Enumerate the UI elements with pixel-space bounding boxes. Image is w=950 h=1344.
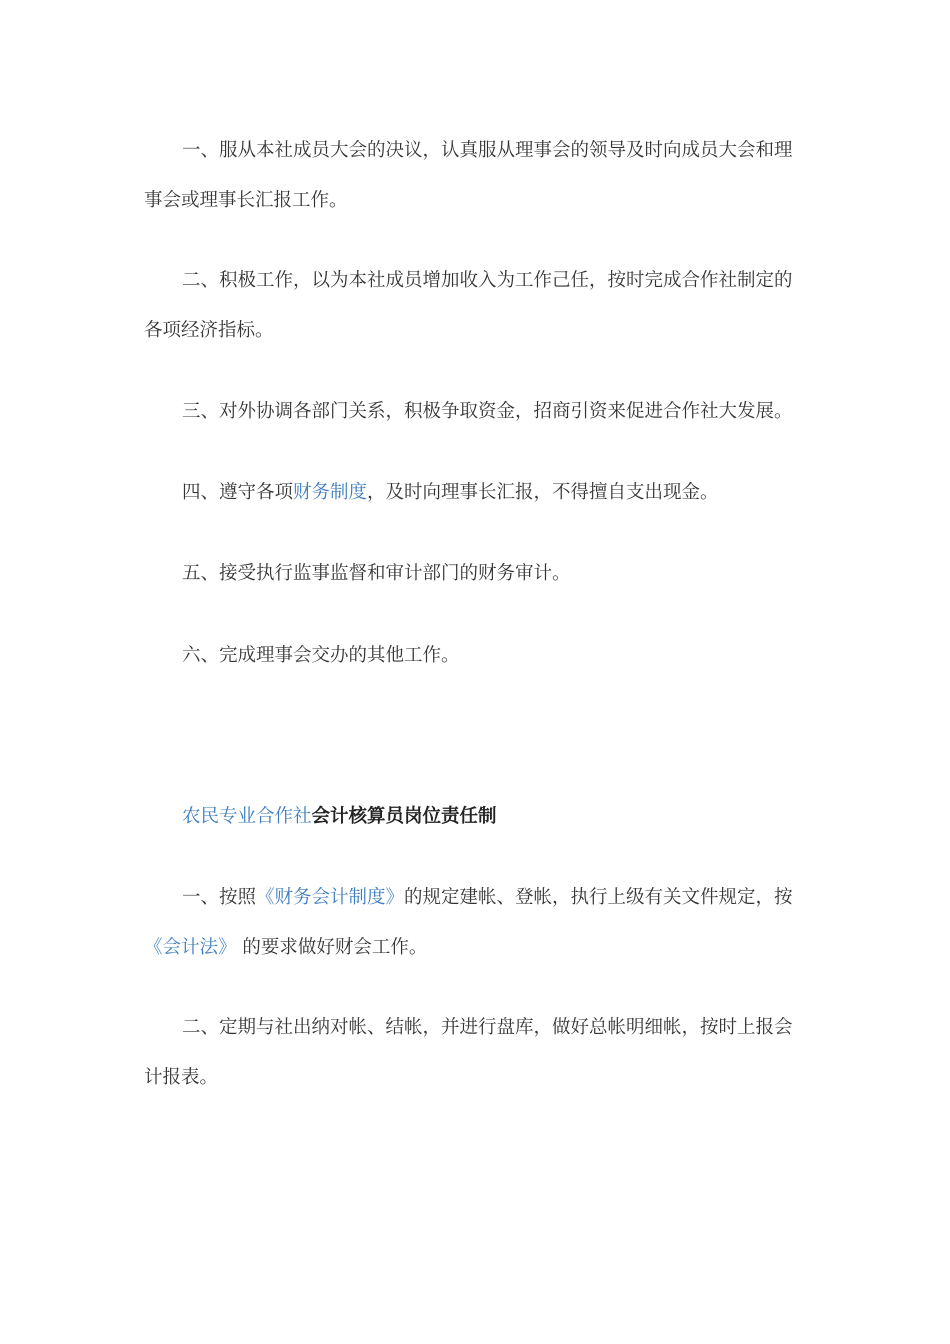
accountant-item-1-prefix: 一、按照 xyxy=(182,887,257,908)
accounting-law-link[interactable]: 《会计法》 xyxy=(144,937,237,958)
accountant-item-1-middle: 的规定建帐、登帐，执行上级有关文件规定，按 xyxy=(404,887,793,908)
duty-item-3: 三、对外协调各部门关系，积极争取资金，招商引资来促进合作社大发展。 xyxy=(182,401,793,422)
duty-item-4 xyxy=(144,468,808,518)
cooperative-link[interactable]: 农民专业合作社 xyxy=(182,806,312,827)
financial-system-link[interactable]: 财务制度 xyxy=(293,482,368,503)
accountant-item-1 xyxy=(144,873,808,973)
section-heading-title: 会计核算员岗位责任制 xyxy=(311,806,497,827)
section-heading xyxy=(144,792,808,842)
financial-accounting-system-link[interactable]: 《财务会计制度》 xyxy=(256,887,405,908)
duty-item-2: 二、积极工作，以为本社成员增加收入为工作己任，按时完成合作社制定的各项经济指标。 xyxy=(144,270,793,341)
accountant-item-1-suffix: 的要求做好财会工作。 xyxy=(236,937,428,958)
duty-item-1: 一、服从本社成员大会的决议，认真服从理事会的领导及时向成员大会和理事会或理事长汇报工作。 xyxy=(144,140,793,211)
duty-item-6: 六、完成理事会交办的其他工作。 xyxy=(182,645,460,666)
accountant-item-2: 二、定期与社出纳对帐、结帐，并进行盘库，做好总帐明细帐，按时上报会计报表。 xyxy=(144,1017,793,1088)
duty-item-5: 五、接受执行监事监督和审计部门的财务审计。 xyxy=(182,563,571,584)
duty-item-4-prefix: 四、遵守各项 xyxy=(182,482,294,503)
duty-item-4-suffix: ，及时向理事长汇报，不得擅自支出现金。 xyxy=(367,482,719,503)
